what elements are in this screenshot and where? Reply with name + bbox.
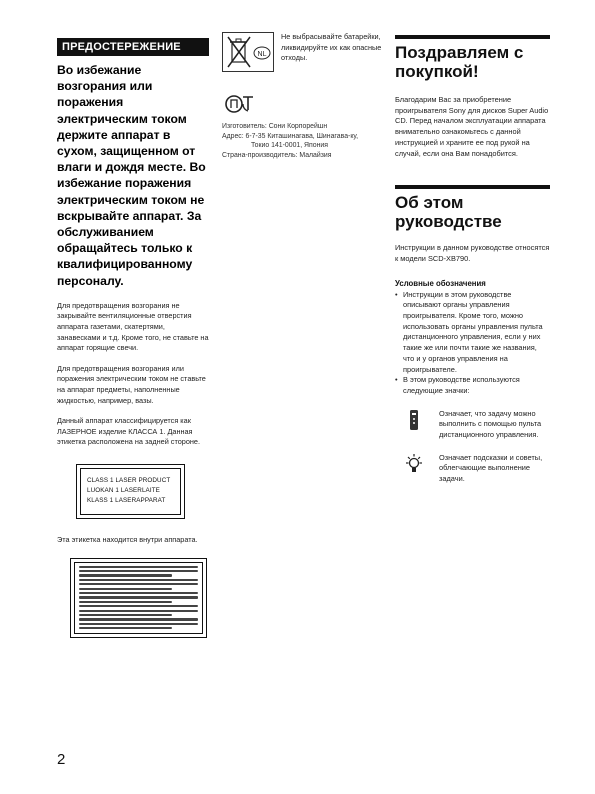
middle-column: [222, 32, 382, 160]
about-manual-body: Инструкции в данном руководстве относятся к модели SCD-XB790.: [395, 243, 550, 263]
congrats-body: Благодарим Вас за приобретение проигрывателя Sony для дисков Super Audio CD. Перед началом эксплуатации аппарата внимательно ознакомьтесь с данной инструкцией и храните ее под рукой на случай, если она Вам понадобится.: [395, 95, 549, 158]
page-number: 2: [57, 751, 66, 768]
section-rule: [395, 185, 550, 189]
remote-control-icon: [403, 409, 425, 431]
tip-icon-row: [395, 453, 550, 485]
warning-text: Во избежание возгорания или поражения электрическим током держите аппарат в сухом, защищенном от влаги и дождя месте. Во избежание поражения электрическим током не вскрывайте аппарат. За обслуживанием обращайтесь только к квалифицированному персоналу.: [57, 63, 206, 288]
ventilation-paragraph: Для предотвращения возгорания не закрывайте вентиляционные отверстия аппарата газетами, скатертями, занавесками и т.д. Кроме того, не ставьте на аппарат горящие свечи.: [57, 300, 209, 353]
list-item: • В этом руководстве используются следующие значки:: [395, 375, 550, 396]
tip-icon-description: Означает подсказки и советы, облегчающие выполнение задачи.: [439, 452, 543, 484]
country-line: Страна-производитель: Малайзия: [222, 151, 332, 159]
section-rule: [395, 35, 550, 39]
lightbulb-icon: [403, 453, 425, 475]
remote-icon-description: Означает, что задачу можно выполнить с помощью пульта дистанционного управления.: [439, 408, 542, 440]
manufacturer-info: [222, 122, 382, 160]
caution-label-image: [70, 558, 207, 638]
conventions-heading: Условные обозначения: [395, 278, 486, 288]
laser-label-line: LUOKAN 1 LASERLAITE: [87, 486, 160, 494]
address-line: Адрес: 6-7-35 Киташинагава, Шинагава-ку,: [222, 132, 359, 140]
left-column: [57, 38, 209, 638]
section-title-congrats: Поздравляем с покупкой!: [395, 43, 524, 81]
list-item: • Инструкции в этом руководстве описывают органы управления проигрывателя. Кроме того, можно использовать органы управления пульта дистанционного управления, если у них такие же или почти такие же названия, что и у органов управления на проигрывателе.: [395, 290, 550, 376]
nl-mark: NL: [257, 51, 267, 58]
address-line-2: Токио 141-0001, Япония: [251, 142, 328, 150]
laser-class-paragraph: Данный аппарат классифицируется как ЛАЗЕРНОЕ изделие КЛАССА 1. Данная этикетка расположена на задней стороне.: [57, 416, 201, 447]
remote-icon-row: [395, 409, 550, 441]
manufacturer-line: Изготовитель: Сони Корпорейшн: [222, 123, 328, 130]
laser-class-label: [76, 464, 185, 519]
section-title-about-manual: Об этом руководстве: [395, 193, 502, 232]
right-column: [395, 35, 550, 485]
laser-label-line: CLASS 1 LASER PRODUCT: [87, 476, 171, 484]
crossed-bin-icon: [222, 32, 274, 72]
inner-label-paragraph: Эта этикетка находится внутри аппарата.: [57, 534, 198, 544]
liquid-paragraph: Для предотвращения возгорания или поражения электрическим током не ставьте на аппарат предметы, наполненные жидкостью, например, вазы.: [57, 363, 206, 405]
warning-header: ПРЕДОСТЕРЕЖЕНИЕ: [57, 38, 209, 56]
battery-disposal-text: Не выбрасывайте батарейки, ликвидируйте их как опасные отходы.: [281, 32, 382, 63]
laser-label-line: KLASS 1 LASERAPPARAT: [87, 496, 166, 504]
conventions-list: [395, 290, 550, 397]
pct-certification-icon: [222, 92, 256, 116]
